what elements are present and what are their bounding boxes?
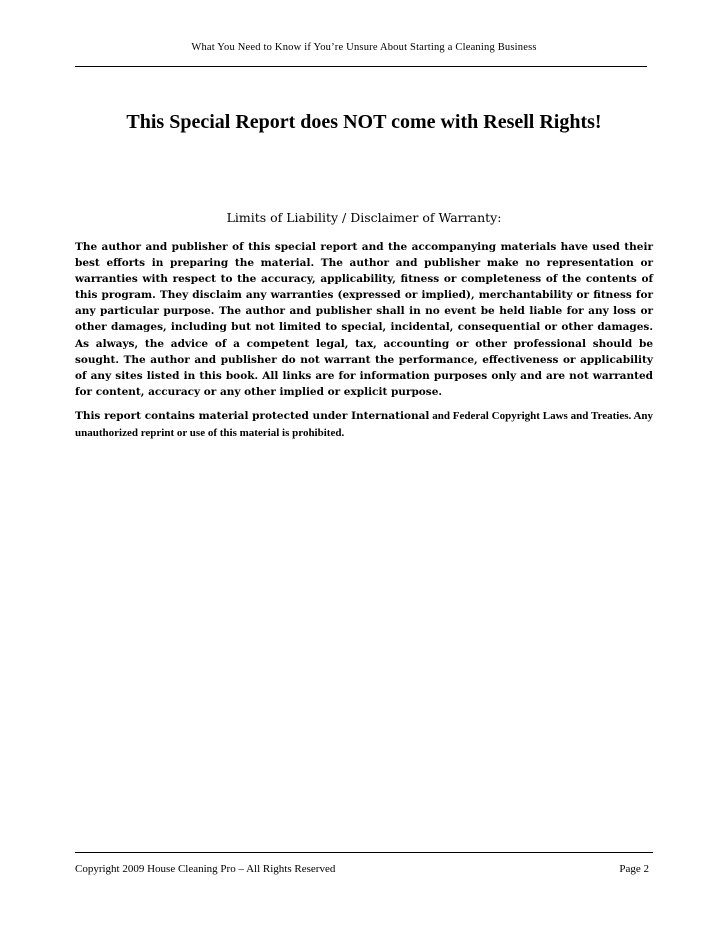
page-number: Page 2 [619, 863, 649, 875]
liability-disclaimer-paragraph: The author and publisher of this special report and the accompanying materials have used their best efforts in preparing the material. The author and publisher make no representation or warranties with respect to the accuracy, applicability, fitness or completeness of the contents of this program. They disclaim any warranties (expressed or implied), merchantability or fitness for any particular purpose. The author and publisher shall in no event be held liable for any loss or other damages, including but not limited to special, incidental, consequential or other damages. As always, the advice of a competent legal, tax, accounting or other professional should be sought. The author and publisher do not warrant the performance, effectiveness or applicability of any sites listed in this book. All links are for information purposes only and are not warranted for content, accuracy or any other implied or explicit purpose. [75, 241, 653, 398]
disclaimer-heading: Limits of Liability / Disclaimer of Warranty: [226, 210, 502, 225]
copyright-protection-lead: This report contains material protected under International [75, 410, 430, 422]
footer-copyright: Copyright 2009 House Cleaning Pro – All Rights Reserved [75, 863, 336, 875]
footer-rule [75, 852, 653, 853]
copyright-protection-paragraph [75, 408, 653, 442]
copyright-protection-rest: and Federal Copyright Laws and Treaties. Any unauthorized reprint or use of this material is prohibited. [75, 410, 654, 439]
header-rule [75, 66, 647, 67]
running-header: What You Need to Know if You’re Unsure About Starting a Cleaning Business [191, 42, 537, 53]
resell-rights-notice: This Special Report does NOT come with Resell Rights! [126, 111, 602, 133]
